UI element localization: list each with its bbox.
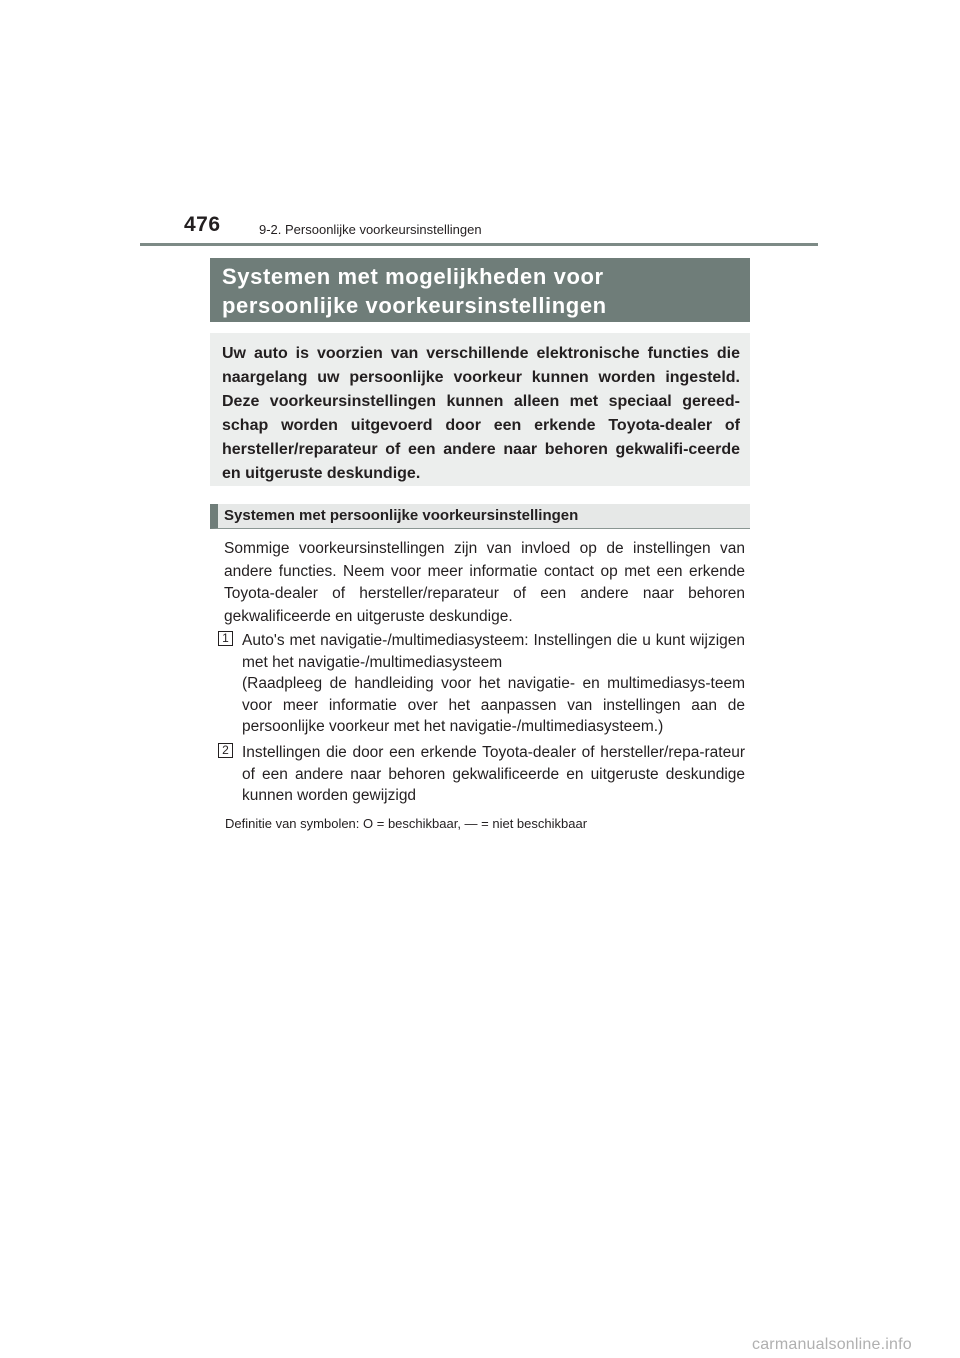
list-item-main: Auto's met navigatie-/multimediasysteem: Instellingen die u kunt wijzigen met het navigatie-/multimediasysteem bbox=[242, 632, 745, 671]
list-item-main: Instellingen die door een erkende Toyota-dealer of hersteller/repa-rateur of een andere naar behoren gekwalificeerde en uitgeruste deskundige kunnen worden gewijzigd bbox=[242, 744, 745, 804]
item-number-badge: 2 bbox=[218, 743, 233, 758]
list-item bbox=[218, 630, 745, 738]
symbol-definition: Definitie van symbolen: O = beschikbaar, — = niet beschikbaar bbox=[225, 816, 588, 831]
intro-box: Uw auto is voorzien van verschillende elektronische functies die naargelang uw persoonlijke voorkeur kunnen worden ingesteld. Deze voorkeursinstellingen kunnen alleen met speciaal gereed-schap worden uitgevoerd door een erkende Toyota-dealer of hersteller/reparateur of een andere naar behoren gekwalifi-ceerde en uitgeruste deskundige. bbox=[210, 333, 750, 486]
section-reference: 9-2. Persoonlijke voorkeursinstellingen bbox=[259, 222, 482, 237]
list-item-note: (Raadpleeg de handleiding voor het navigatie- en multimediasys-teem voor meer informatie over het aanpassen van instellingen aan de persoonlijke voorkeur met het navigatie-/multimediasysteem.) bbox=[242, 675, 745, 735]
list-item-text bbox=[242, 630, 745, 738]
page-title bbox=[210, 258, 750, 322]
body-paragraph: Sommige voorkeursinstellingen zijn van invloed op de instellingen van andere functies. Neem voor meer informatie contact op met een erkende Toyota-dealer of hersteller/reparateur of een andere naar behoren gekwalificeerde en uitgeruste deskundige. bbox=[224, 540, 745, 625]
item-number-badge: 1 bbox=[218, 631, 233, 646]
list-item bbox=[218, 742, 745, 807]
page-title-line-1: Systemen met mogelijkheden voor bbox=[222, 264, 604, 289]
list-item-text bbox=[242, 742, 745, 807]
page-number: 476 bbox=[184, 213, 221, 236]
section-subheading: Systemen met persoonlijke voorkeursinstellingen bbox=[210, 504, 750, 529]
header-rule bbox=[140, 243, 818, 246]
page-title-line-2: persoonlijke voorkeursinstellingen bbox=[222, 293, 607, 318]
watermark: carmanualsonline.info bbox=[752, 1336, 912, 1353]
